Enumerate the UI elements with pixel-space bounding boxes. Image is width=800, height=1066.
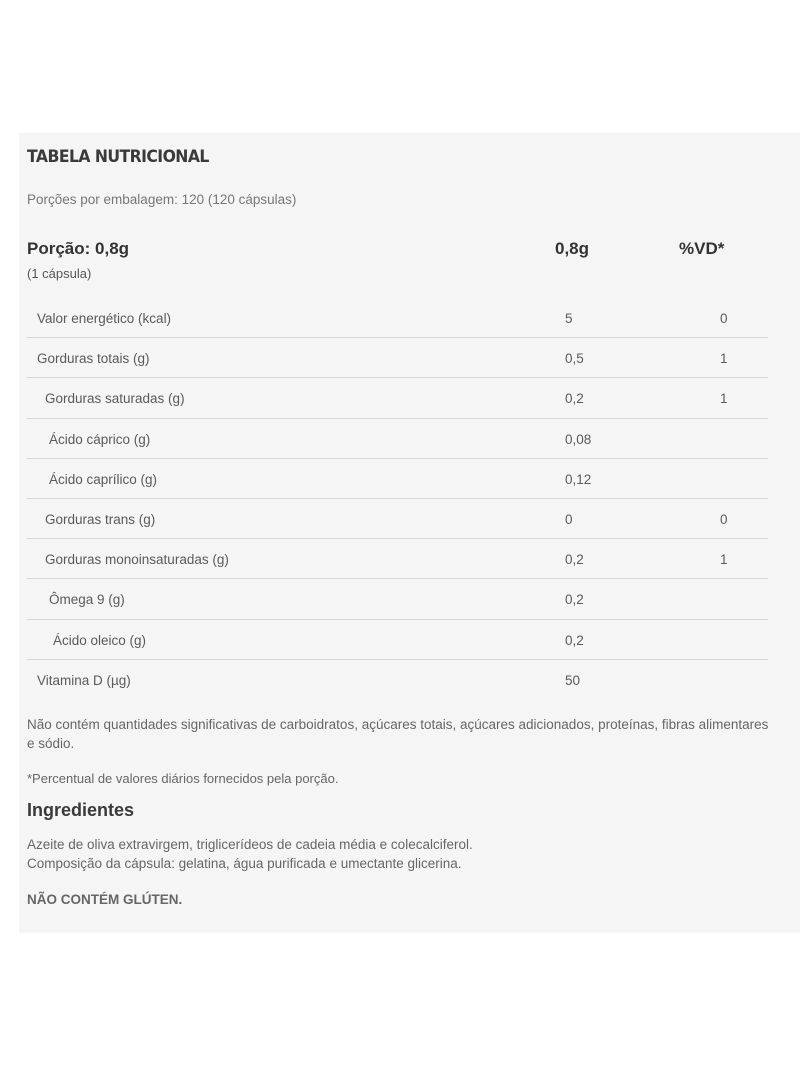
row-vd: 1 bbox=[720, 552, 728, 568]
portion-header: Porção: 0,8g bbox=[27, 239, 130, 258]
table-row bbox=[27, 539, 768, 579]
row-vd: 0 bbox=[720, 311, 728, 326]
row-amount: 0,2 bbox=[565, 391, 584, 407]
ingredients-line-2: Composição da cápsula: gelatina, água purificada e umectante glicerina. bbox=[27, 856, 462, 871]
row-amount: 0,2 bbox=[565, 632, 584, 648]
row-amount: 5 bbox=[565, 311, 573, 326]
table-row bbox=[27, 660, 768, 700]
row-label: Gorduras totais (g) bbox=[37, 351, 150, 367]
row-amount: 50 bbox=[565, 672, 581, 688]
row-label: Valor energético (kcal) bbox=[37, 311, 172, 326]
table-row bbox=[27, 298, 768, 338]
row-label: Vitamina D (µg) bbox=[37, 672, 131, 688]
row-vd: 1 bbox=[720, 351, 728, 367]
row-amount: 0 bbox=[565, 511, 573, 527]
table-title: TABELA NUTRICIONAL bbox=[27, 147, 209, 167]
row-amount: 0,2 bbox=[565, 592, 584, 608]
vd-footnote: *Percentual de valores diários fornecidos pela porção. bbox=[27, 771, 339, 786]
table-row bbox=[27, 499, 768, 539]
row-vd: 1 bbox=[720, 391, 728, 407]
gluten-notice: NÃO CONTÉM GLÚTEN. bbox=[27, 892, 183, 907]
nutrition-rows bbox=[27, 298, 768, 700]
row-label: Gorduras saturadas (g) bbox=[45, 391, 185, 407]
row-label: Ácido oleico (g) bbox=[53, 632, 147, 648]
row-label: Gorduras monoinsaturadas (g) bbox=[45, 552, 229, 568]
table-row bbox=[27, 620, 768, 660]
row-label: Gorduras trans (g) bbox=[45, 511, 156, 527]
row-amount: 0,12 bbox=[565, 471, 592, 487]
not-significant-note: Não contém quantidades significativas de carboidratos, açúcares totais, açúcares adicionados, proteínas, fibras alimentares e sódio. bbox=[27, 717, 769, 751]
nutrition-panel bbox=[19, 133, 800, 933]
amount-header: 0,8g bbox=[555, 239, 590, 258]
row-label: Ácido caprílico (g) bbox=[49, 471, 158, 487]
row-vd: 0 bbox=[720, 511, 728, 527]
row-amount: 0,08 bbox=[565, 431, 592, 447]
table-row bbox=[27, 419, 768, 459]
row-amount: 0,2 bbox=[565, 552, 584, 568]
table-row bbox=[27, 378, 768, 418]
portion-sub: (1 cápsula) bbox=[27, 266, 92, 281]
table-row bbox=[27, 459, 768, 499]
row-amount: 0,5 bbox=[565, 351, 584, 367]
vd-header: %VD* bbox=[679, 239, 725, 258]
table-row bbox=[27, 579, 768, 619]
ingredients-text bbox=[27, 835, 473, 873]
ingredients-line-1: Azeite de oliva extravirgem, triglicerídeos de cadeia média e colecalciferol. bbox=[27, 837, 473, 852]
row-label: Ácido cáprico (g) bbox=[49, 431, 151, 447]
ingredients-title: Ingredientes bbox=[27, 800, 135, 820]
table-row bbox=[27, 338, 768, 378]
servings-per-package: Porções por embalagem: 120 (120 cápsulas) bbox=[27, 192, 297, 207]
row-label: Ômega 9 (g) bbox=[49, 592, 125, 608]
